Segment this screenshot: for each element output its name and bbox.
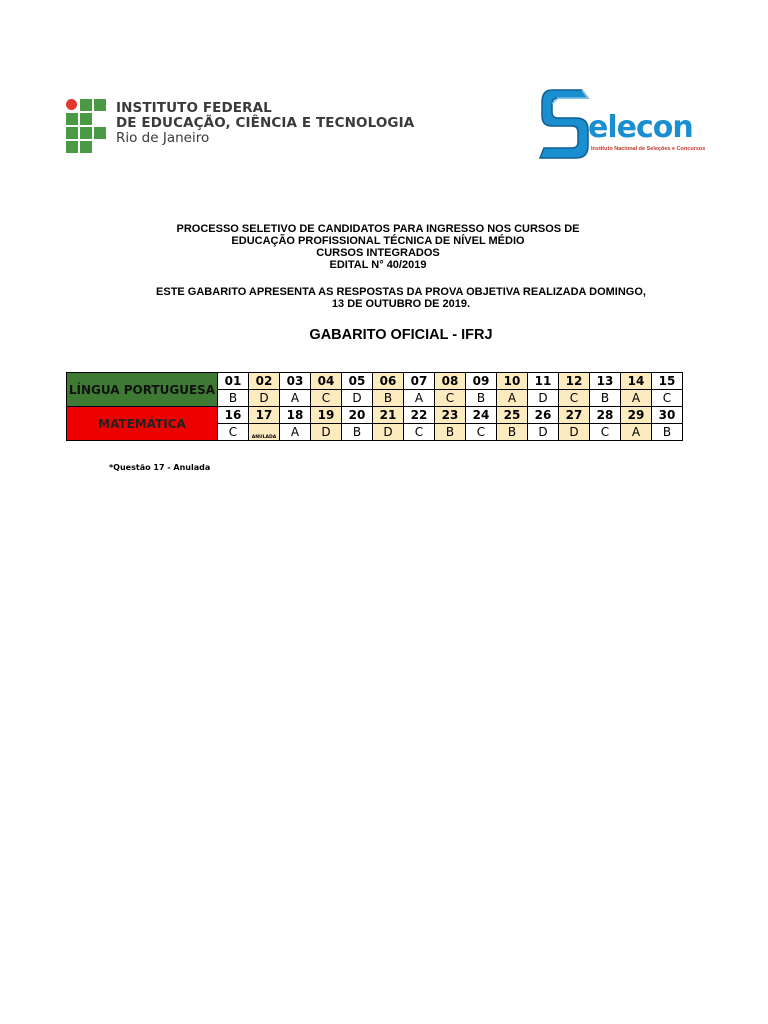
ifrj-logo-text (116, 101, 414, 146)
ifrj-line3: Rio de Janeiro (116, 130, 210, 146)
selecon-s-icon (538, 86, 592, 160)
answer-cell: A (404, 390, 435, 407)
answer-cell: B (497, 424, 528, 441)
answer-cell: C (218, 424, 249, 441)
question-number: 06 (373, 373, 404, 390)
answer-cell: B (435, 424, 466, 441)
question-number: 10 (497, 373, 528, 390)
question-number: 15 (652, 373, 683, 390)
ifrj-grid-icon (64, 97, 106, 157)
question-number: 24 (466, 407, 497, 424)
question-number: 28 (590, 407, 621, 424)
answer-cell: B (466, 390, 497, 407)
question-number: 12 (559, 373, 590, 390)
question-number: 21 (373, 407, 404, 424)
header-line5: ESTE GABARITO APRESENTA AS RESPOSTAS DA PROVA OBJETIVA REALIZADA DOMINGO, (156, 286, 646, 298)
answer-cell: B (342, 424, 373, 441)
question-number: 03 (280, 373, 311, 390)
answer-cell: A (280, 424, 311, 441)
subject-label: LÍNGUA PORTUGUESA (67, 373, 218, 407)
question-number: 08 (435, 373, 466, 390)
question-number: 16 (218, 407, 249, 424)
answer-cell: C (311, 390, 342, 407)
question-number: 27 (559, 407, 590, 424)
answer-cell-annulled: ANULADA (249, 424, 280, 441)
answer-cell: A (497, 390, 528, 407)
question-number: 17 (249, 407, 280, 424)
table-row (67, 407, 683, 424)
question-number: 11 (528, 373, 559, 390)
answer-cell: C (404, 424, 435, 441)
question-number: 29 (621, 407, 652, 424)
subject-label: MATEMÁTICA (67, 407, 218, 441)
header-line1: PROCESSO SELETIVO DE CANDIDATOS PARA INGRESSO NOS CURSOS DE (176, 223, 580, 235)
answer-cell: C (652, 390, 683, 407)
question-number: 13 (590, 373, 621, 390)
question-number: 18 (280, 407, 311, 424)
question-number: 09 (466, 373, 497, 390)
answer-cell: B (590, 390, 621, 407)
table-row (67, 373, 683, 390)
question-number: 20 (342, 407, 373, 424)
question-number: 07 (404, 373, 435, 390)
answer-cell: A (621, 390, 652, 407)
selecon-wordmark: elecon (588, 110, 693, 145)
answer-cell: D (559, 424, 590, 441)
answer-key-table (66, 372, 683, 441)
answer-cell: D (528, 424, 559, 441)
question-number: 04 (311, 373, 342, 390)
process-header (0, 223, 762, 271)
footnote: *Questão 17 - Anulada (109, 463, 211, 472)
answer-cell: D (311, 424, 342, 441)
ifrj-line1: INSTITUTO FEDERAL (116, 100, 272, 116)
answer-cell: B (652, 424, 683, 441)
answer-cell: B (373, 390, 404, 407)
answer-cell: B (218, 390, 249, 407)
ifrj-line2: DE EDUCAÇÃO, CIÊNCIA E TECNOLOGIA (116, 115, 415, 131)
answer-cell: C (559, 390, 590, 407)
header-line6: 13 DE OUTUBRO DE 2019. (331, 298, 471, 310)
question-number: 02 (249, 373, 280, 390)
question-number: 26 (528, 407, 559, 424)
ifrj-red-dot (66, 99, 77, 110)
answer-cell: C (435, 390, 466, 407)
question-number: 25 (497, 407, 528, 424)
selecon-logo (538, 86, 706, 162)
answer-cell: A (621, 424, 652, 441)
question-number: 19 (311, 407, 342, 424)
answer-cell: D (373, 424, 404, 441)
question-number: 30 (652, 407, 683, 424)
header-line2: EDUCAÇÃO PROFISSIONAL TÉCNICA DE NÍVEL MÉDIO (231, 235, 525, 247)
header-line3: CURSOS INTEGRADOS (316, 247, 440, 259)
answer-cell: C (590, 424, 621, 441)
question-number: 01 (218, 373, 249, 390)
page-title: GABARITO OFICIAL - IFRJ (309, 327, 493, 343)
exam-info (17, 286, 768, 310)
answer-cell: D (528, 390, 559, 407)
answer-cell: A (280, 390, 311, 407)
question-number: 05 (342, 373, 373, 390)
question-number: 23 (435, 407, 466, 424)
question-number: 14 (621, 373, 652, 390)
selecon-tagline: Instituto Nacional de Seleções e Concursos (591, 146, 706, 152)
answer-cell: C (466, 424, 497, 441)
answer-cell: D (249, 390, 280, 407)
answer-cell: D (342, 390, 373, 407)
question-number: 22 (404, 407, 435, 424)
ifrj-logo (64, 97, 415, 159)
header-line4: EDITAL N° 40/2019 (329, 259, 427, 271)
